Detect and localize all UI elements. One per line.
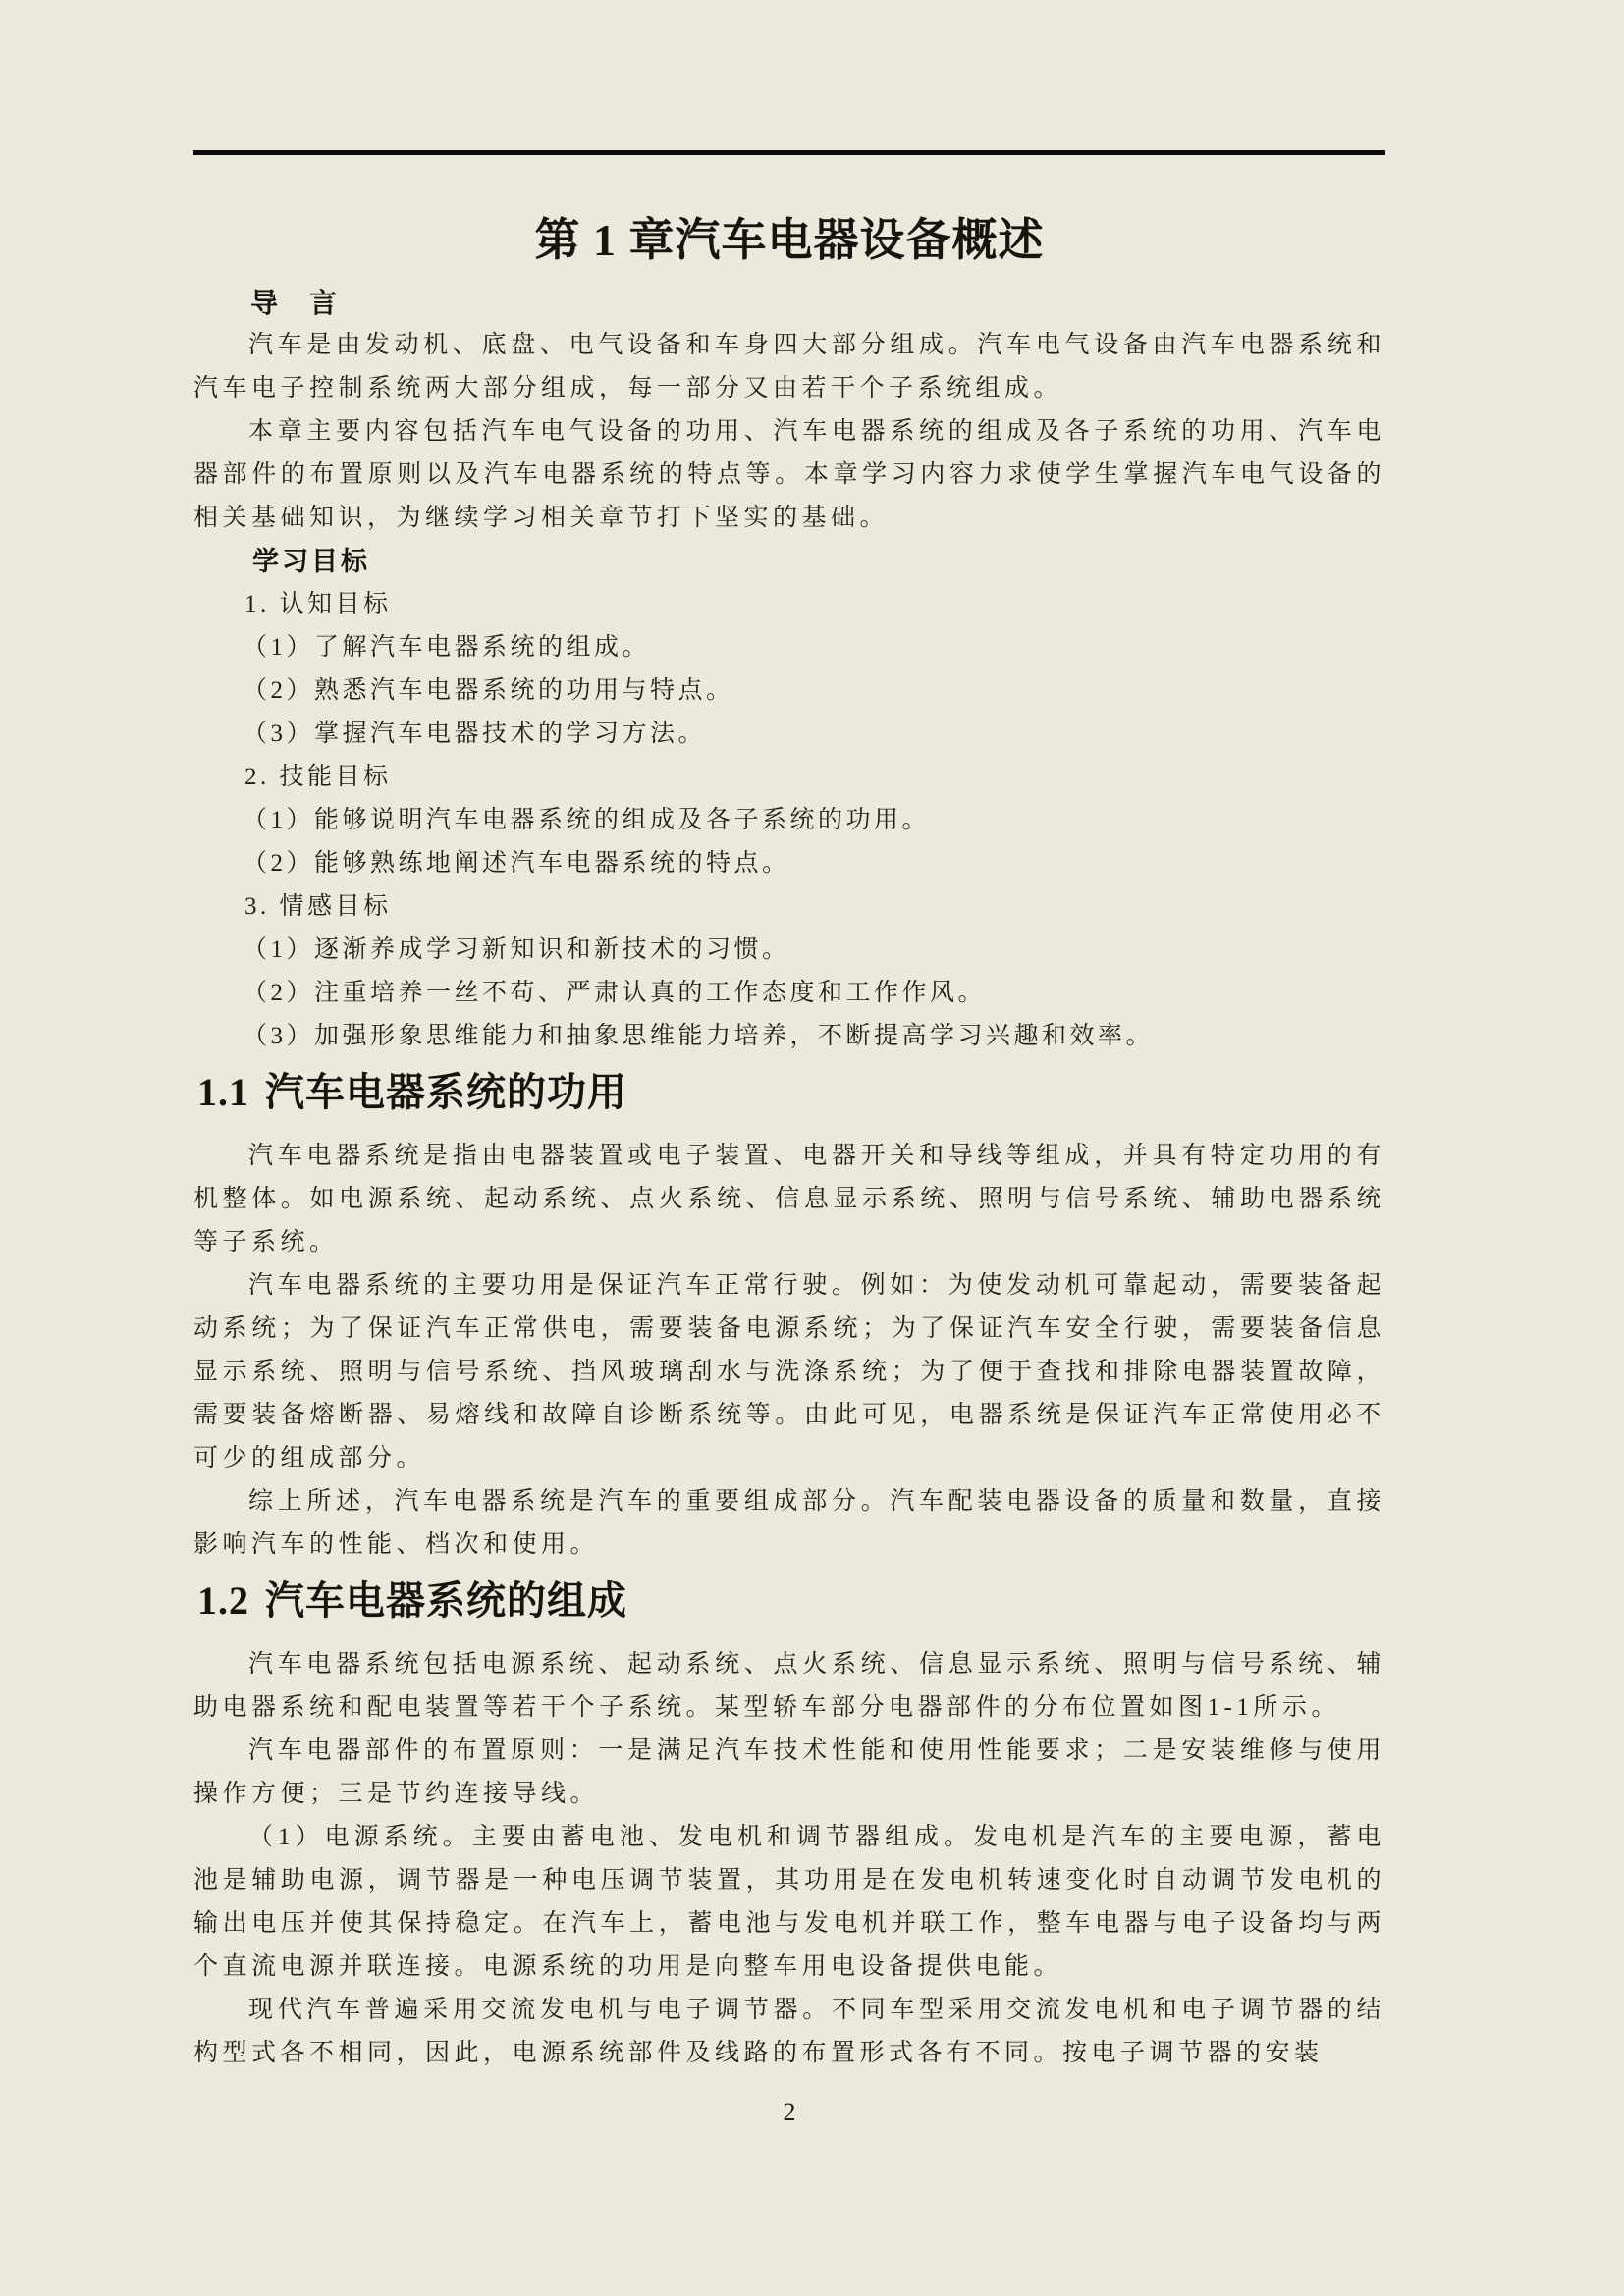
objective-item: （3）掌握汽车电器技术的学习方法。 <box>243 721 707 747</box>
section-title: 汽车电器系统的组成 <box>265 1578 627 1623</box>
objective-group-label: 2. 技能目标 <box>244 764 392 790</box>
section-heading-1-1 <box>193 1068 1385 1117</box>
intro-heading: 导 言 <box>250 289 340 319</box>
chapter-title: 第 1 章汽车电器设备概述 <box>534 215 1045 265</box>
section-paragraph: 综上所述，汽车电器系统是汽车的重要组成部分。汽车配装电器设备的质量和数量，直接影响汽车的性能、档次和使用。 <box>193 1488 1385 1558</box>
objective-item: （2）熟悉汽车电器系统的功用与特点。 <box>243 677 734 704</box>
section-paragraph: 现代汽车普遍采用交流发电机与电子调节器。不同车型采用交流发电机和电子调节器的结构型式各不相同，因此，电源系统部件及线路的布置形式各有不同。按电子调节器的安装 <box>193 1997 1385 2066</box>
objective-item: （1）能够说明汽车电器系统的组成及各子系统的功用。 <box>243 807 931 833</box>
section-paragraph: 汽车电器系统包括电源系统、起动系统、点火系统、信息显示系统、照明与信号系统、辅助电器系统和配电装置等若干个子系统。某型轿车部分电器部件的分布位置如图1-1所示。 <box>193 1651 1385 1721</box>
objective-item: （3）加强形象思维能力和抽象思维能力培养，不断提高学习兴趣和效率。 <box>243 1023 1155 1049</box>
section-paragraph: 汽车电器系统的主要功用是保证汽车正常行驶。例如：为使发动机可靠起动，需要装备起动系统；为了保证汽车正常供电，需要装备电源系统；为了保证汽车安全行驶，需要装备信息显示系统、照明与信号系统、挡风玻璃刮水与洗涤系统；为了便于查找和排除电器装置故障，需要装备熔断器、易熔线和故障自诊断系统等。由此可见，电器系统是保证汽车正常使用必不可少的组成部分。 <box>193 1272 1385 1471</box>
section-paragraph: 汽车电器部件的布置原则：一是满足汽车技术性能和使用性能要求；二是安装维修与使用操作方便；三是节约连接导线。 <box>193 1737 1385 1807</box>
section-paragraph: （1）电源系统。主要由蓄电池、发电机和调节器组成。发电机是汽车的主要电源，蓄电池是辅助电源，调节器是一种电压调节装置，其功用是在发电机转速变化时自动调节发电机的输出电压并使其保持稳定。在汽车上，蓄电池与发电机并联工作，整车电器与电子设备均与两个直流电源并联连接。电源系统的功用是向整车用电设备提供电能。 <box>193 1824 1385 1980</box>
objective-item: （2）注重培养一丝不苟、严肃认真的工作态度和工作作风。 <box>243 980 987 1006</box>
objectives-heading: 学习目标 <box>252 547 370 576</box>
section-title: 汽车电器系统的功用 <box>265 1070 627 1114</box>
section-number: 1.2 <box>197 1578 249 1623</box>
section-heading-1-2 <box>193 1576 1385 1626</box>
intro-paragraph: 汽车是由发动机、底盘、电气设备和车身四大部分组成。汽车电气设备由汽车电器系统和汽车电子控制系统两大部分组成，每一部分又由若干个子系统组成。 <box>193 332 1385 401</box>
section-number: 1.1 <box>197 1070 249 1114</box>
header-rule <box>193 150 1385 155</box>
section-paragraph: 汽车电器系统是指由电器装置或电子装置、电器开关和导线等组成，并具有特定功用的有机整体。如电源系统、起动系统、点火系统、信息显示系统、照明与信号系统、辅助电器系统等子系统。 <box>193 1143 1385 1255</box>
objective-item: （1）了解汽车电器系统的组成。 <box>243 634 651 661</box>
objective-group-label: 3. 情感目标 <box>244 893 392 920</box>
page-content <box>193 150 1385 2132</box>
page-number: 2 <box>783 2098 796 2126</box>
objective-group-label: 1. 认知目标 <box>244 591 392 617</box>
intro-paragraph: 本章主要内容包括汽车电气设备的功用、汽车电器系统的组成及各子系统的功用、汽车电器部件的布置原则以及汽车电器系统的特点等。本章学习内容力求使学生掌握汽车电气设备的相关基础知识，为继续学习相关章节打下坚实的基础。 <box>193 418 1385 531</box>
objective-item: （1）逐渐养成学习新知识和新技术的习惯。 <box>243 936 790 963</box>
objective-item: （2）能够熟练地阐述汽车电器系统的特点。 <box>243 850 790 877</box>
